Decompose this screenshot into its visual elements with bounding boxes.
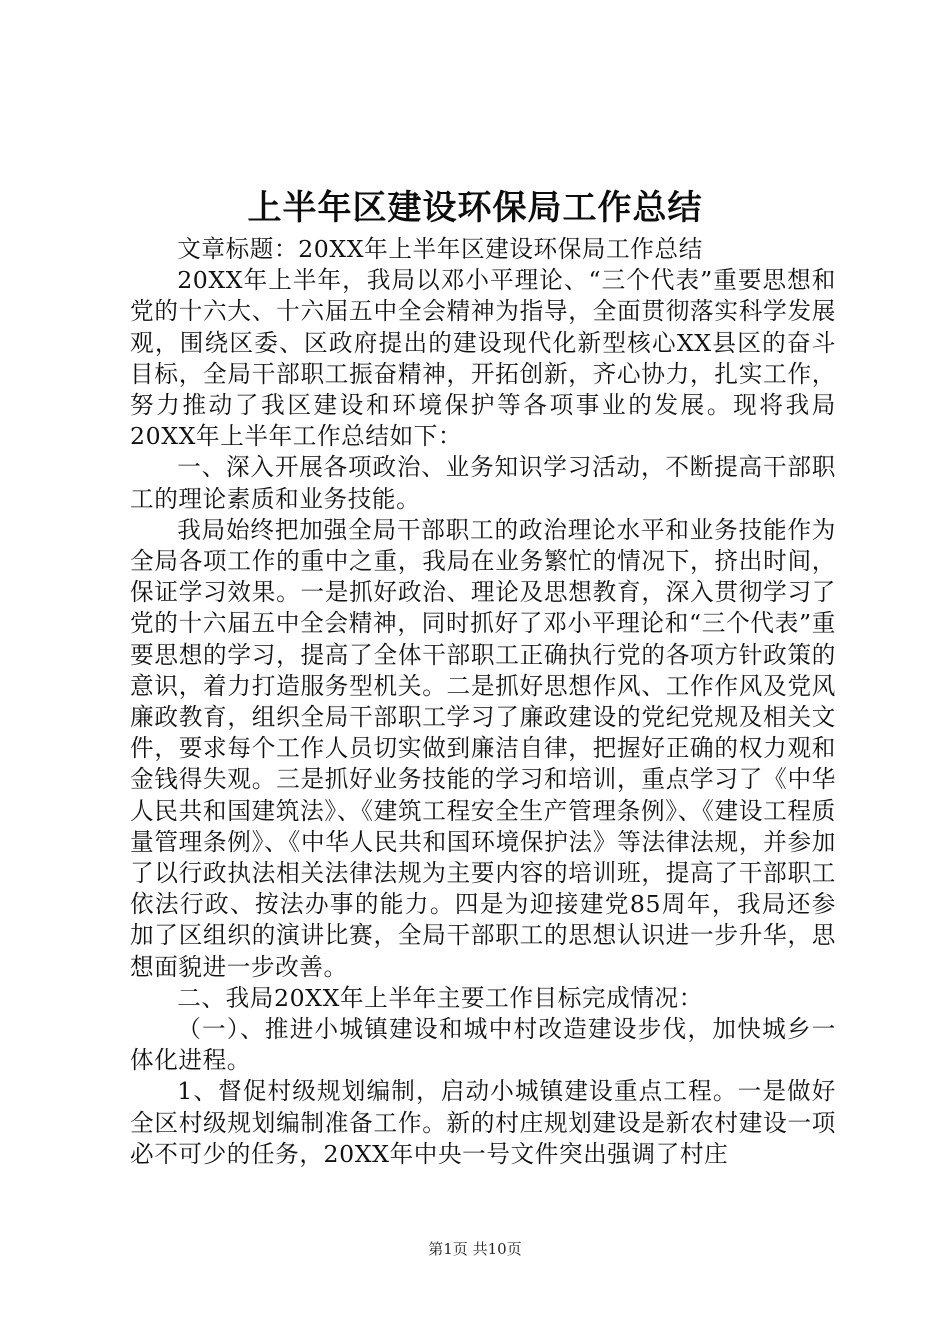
document-body (130, 234, 836, 1170)
intro-paragraph: 20XX年上半年，我局以邓小平理论、“三个代表”重要思想和党的十六大、十六届五中全会精神为指导，全面贯彻落实科学发展观，围绕区委、区政府提出的建设现代化新型核心XX县区的奋斗目标，全局干部职工振奋精神，开拓创新，齐心协力，扎实工作，努力推动了我区建设和环境保护等各项事业的发展。现将我局20XX年上半年工作总结如下： (130, 266, 836, 451)
section-heading-1: 一、深入开展各项政治、业务知识学习活动，不断提高干部职工的理论素质和业务技能。 (130, 453, 836, 513)
page-footer: 第1页 共10页 (428, 1240, 522, 1258)
article-title-line: 文章标题：20XX年上半年区建设环保局工作总结 (177, 235, 703, 263)
document-title: 上半年区建设环保局工作总结 (247, 188, 703, 228)
section-heading-2: 二、我局20XX年上半年主要工作目标完成情况： (177, 983, 703, 1012)
subsection-heading-1: （一）、推进小城镇建设和城中村改造建设步伐，加快城乡一体化进程。 (130, 1015, 836, 1075)
section-1-paragraph: 我局始终把加强全局干部职工的政治理论水平和业务技能作为全局各项工作的重中之重，我局在业务繁忙的情况下，挤出时间，保证学习效果。一是抓好政治、理论及思想教育，深入贯彻学习了党的十六届五中全会精神，同时抓好了邓小平理论和“三个代表”重要思想的学习，提高了全体干部职工正确执行党的各项方针政策的意识，着力打造服务型机关。二是抓好思想作风、工作作风及党风廉政教育，组织全局干部职工学习了廉政建设的党纪党规及相关文件，要求每个工作人员切实做到廉洁自律，把握好正确的权力观和金钱得失观。三是抓好业务技能的学习和培训，重点学习了《中华人民共和国建筑法》、《建筑工程安全生产管理条例》、《建设工程质量管理条例》、《中华人民共和国环境保护法》等法律法规，并参加了以行政执法相关法律法规为主要内容的培训班，提高了干部职工依法行政、按法办事的能力。四是为迎接建党85周年，我局还参加了区组织的演讲比赛，全局干部职工的思想认识进一步升华，思想面貌进一步改善。 (130, 515, 836, 981)
subsection-1-paragraph: 1、督促村级规划编制，启动小城镇建设重点工程。一是做好全区村级规划编制准备工作。新的村庄规划建设是新农村建设一项必不可少的任务，20XX年中央一号文件突出强调了村庄 (130, 1077, 836, 1168)
